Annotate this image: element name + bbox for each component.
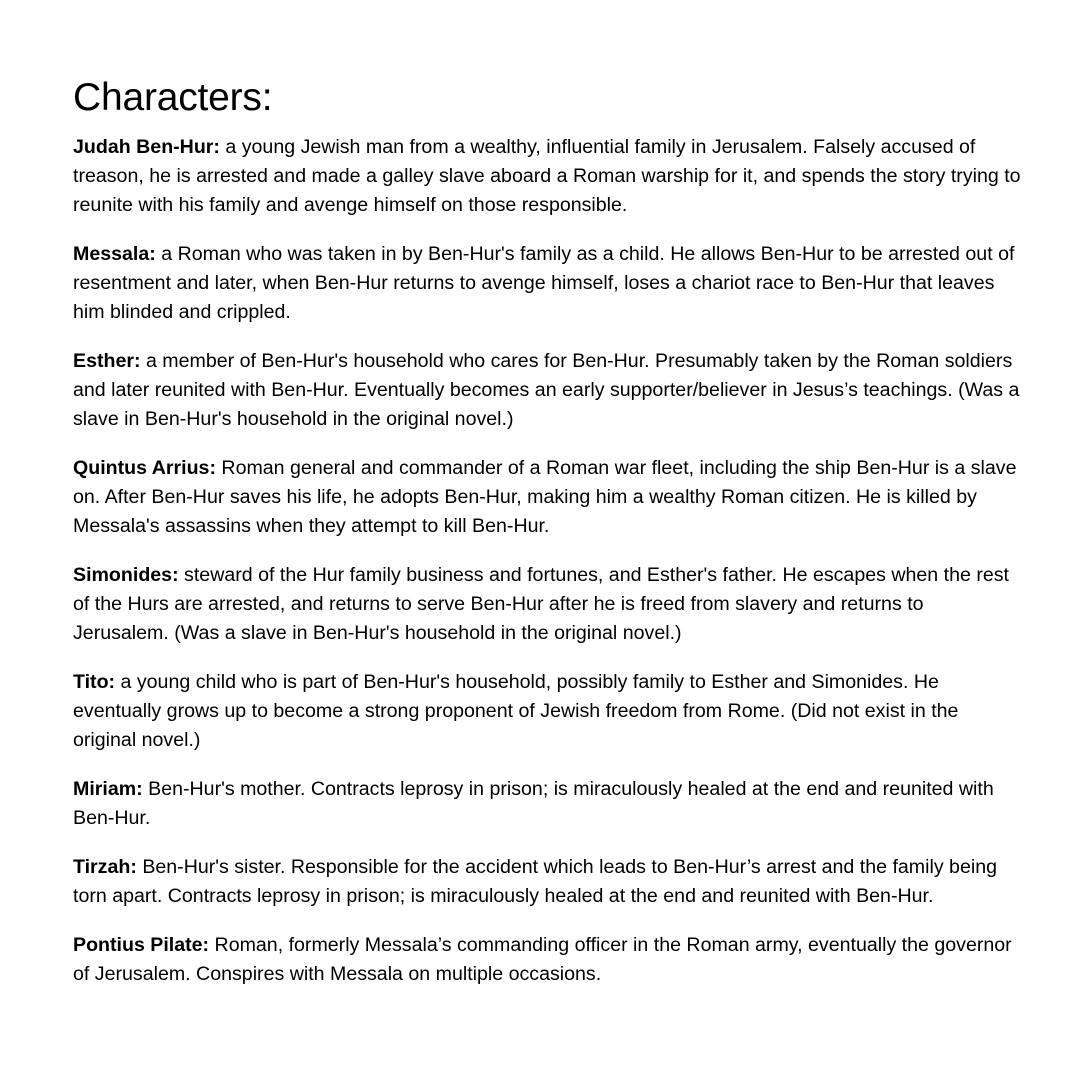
- character-name: Judah Ben-Hur:: [73, 136, 220, 158]
- character-name: Tirzah:: [73, 856, 137, 878]
- character-description: Roman, formerly Messala’s commanding officer in the Roman army, eventually the governor of Jerusalem. Conspires with Messala on multiple occasions.: [73, 934, 1012, 985]
- character-description: Roman general and commander of a Roman war fleet, including the ship Ben-Hur is a slave on. After Ben-Hur saves his life, he adopts Ben-Hur, making him a wealthy Roman citizen. He is killed by Messala's assassins when they attempt to kill Ben-Hur.: [73, 457, 1017, 537]
- character-description: steward of the Hur family business and fortunes, and Esther's father. He escapes when the rest of the Hurs are arrested, and returns to serve Ben-Hur after he is freed from slavery and returns to Jerusalem. (Was a slave in Ben-Hur's household in the original novel.): [73, 564, 1009, 644]
- character-name: Quintus Arrius:: [73, 457, 216, 479]
- character-name: Messala:: [73, 243, 156, 265]
- character-description: a young Jewish man from a wealthy, influential family in Jerusalem. Falsely accused of treason, he is arrested and made a galley slave aboard a Roman warship for it, and spends the story trying to reunite with his family and avenge himself on those responsible.: [73, 136, 1021, 216]
- page-title: Characters:: [73, 76, 273, 119]
- character-entry-judah-ben-hur: [73, 133, 1023, 220]
- character-entry-simonides: [73, 561, 1023, 648]
- character-name: Tito:: [73, 671, 116, 693]
- character-entry-tirzah: [73, 853, 1023, 911]
- character-name: Esther:: [73, 350, 141, 372]
- character-entry-pontius-pilate: [73, 931, 1023, 989]
- character-description: Ben-Hur's mother. Contracts leprosy in prison; is miraculously healed at the end and reunited with Ben-Hur.: [73, 778, 994, 829]
- character-entry-miriam: [73, 775, 1023, 833]
- character-name: Simonides:: [73, 564, 179, 586]
- character-entry-tito: [73, 668, 1023, 755]
- character-description: a member of Ben-Hur's household who cares for Ben-Hur. Presumably taken by the Roman soldiers and later reunited with Ben-Hur. Eventually becomes an early supporter/believer in Jesus’s teachings. (Was a slave in Ben-Hur's household in the original novel.): [73, 350, 1020, 430]
- character-entry-esther: [73, 347, 1023, 434]
- character-entry-messala: [73, 240, 1023, 327]
- document-page: [73, 74, 1023, 1009]
- character-description: Ben-Hur's sister. Responsible for the accident which leads to Ben-Hur’s arrest and the family being torn apart. Contracts leprosy in prison; is miraculously healed at the end and reunited with Ben-Hur.: [73, 856, 998, 907]
- character-name: Pontius Pilate:: [73, 934, 210, 956]
- character-description: a Roman who was taken in by Ben-Hur's family as a child. He allows Ben-Hur to be arrested out of resentment and later, when Ben-Hur returns to avenge himself, loses a chariot race to Ben-Hur that leaves him blinded and crippled.: [73, 243, 1015, 323]
- character-description: a young child who is part of Ben-Hur's household, possibly family to Esther and Simonides. He eventually grows up to become a strong proponent of Jewish freedom from Rome. (Did not exist in the original novel.): [73, 671, 959, 751]
- character-name: Miriam:: [73, 778, 143, 800]
- character-entry-quintus-arrius: [73, 454, 1023, 541]
